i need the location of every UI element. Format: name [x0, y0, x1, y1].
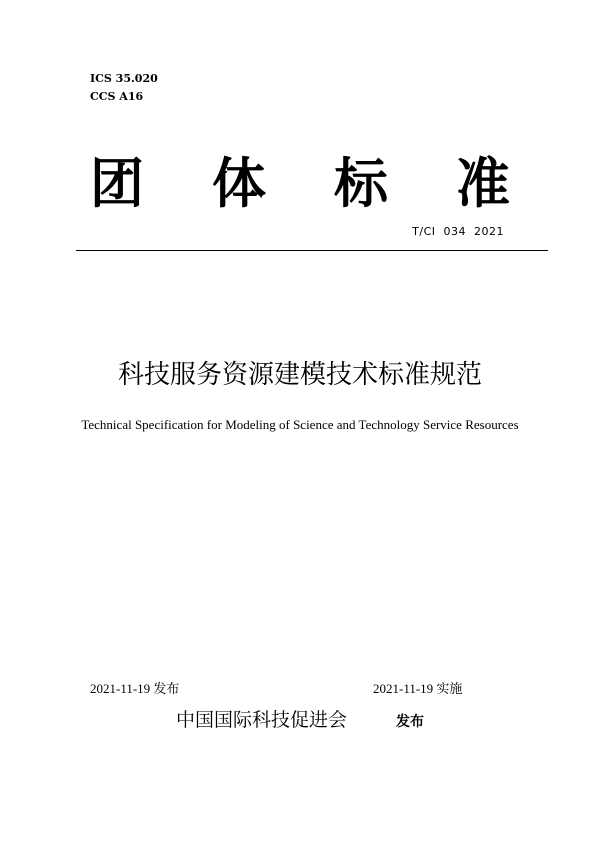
- ics-code: ICS 35.020: [90, 72, 158, 85]
- issue-date: 2021-11-19 发布: [90, 681, 180, 696]
- standard-type-char: 标: [334, 151, 388, 215]
- header-divider: [76, 250, 548, 251]
- standard-type-char: 体: [212, 151, 266, 215]
- ccs-code: CCS A16: [90, 90, 144, 103]
- standard-number: T/CI 034 2021: [412, 225, 504, 238]
- standard-type-char: 准: [456, 151, 510, 215]
- document-title-english: Technical Specification for Modeling of Science and Technology Service Resources: [81, 417, 519, 432]
- publisher-name: 中国国际科技促进会: [176, 709, 348, 731]
- standard-type-title: [90, 150, 510, 216]
- implementation-date: 2021-11-19 实施: [373, 681, 463, 696]
- publish-label: 发布: [396, 714, 424, 730]
- document-title-chinese: 科技服务资源建模技术标准规范: [117, 360, 482, 390]
- standard-type-char: 团: [90, 151, 144, 215]
